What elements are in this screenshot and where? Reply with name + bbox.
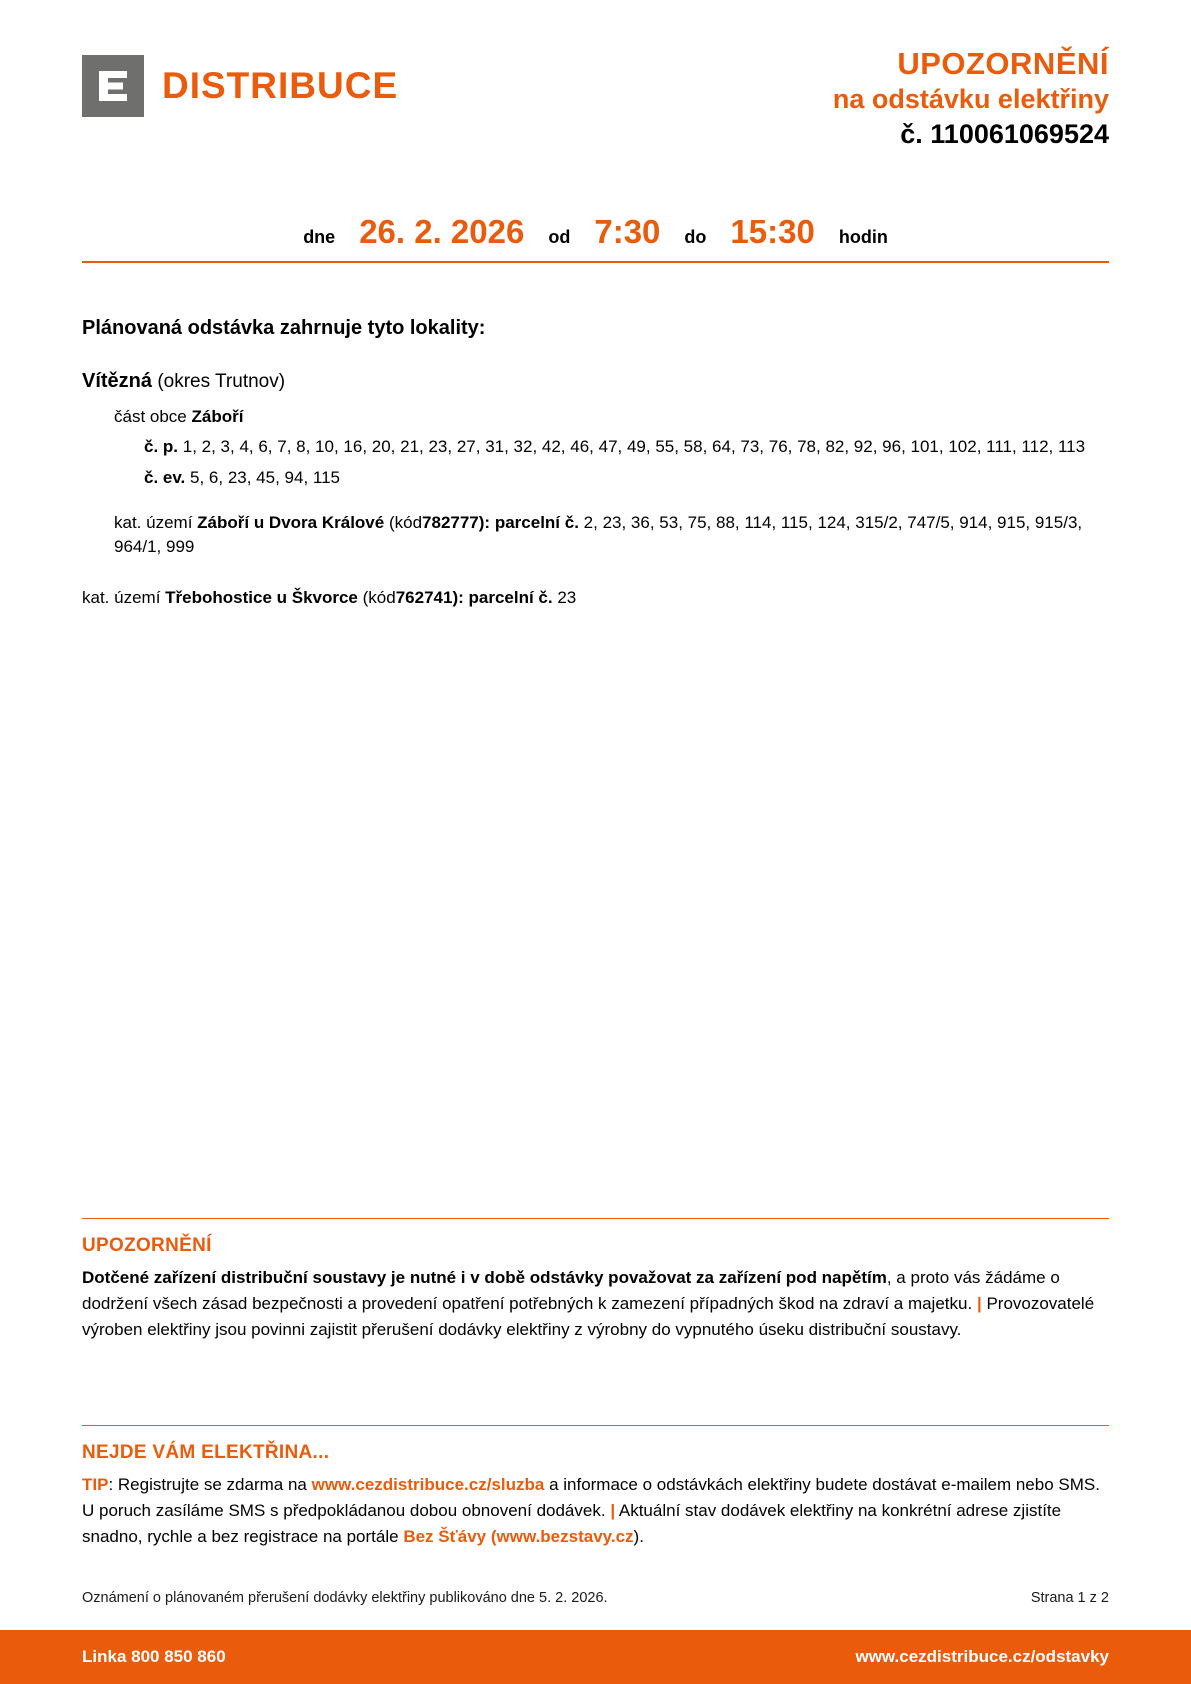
kat2-parcels: 23 [557, 587, 577, 607]
part-of-municipality [114, 405, 1109, 430]
warning-bold-lead: Dotčené zařízení distribuční soustavy je nutné i v době odstávky považovat za zařízení pod napětím [82, 1268, 887, 1287]
house-numbers-line [144, 435, 1109, 460]
kat2-code-open: (kód [362, 587, 396, 607]
tip-label: TIP [82, 1475, 109, 1494]
service-link[interactable]: www.cezdistribuce.cz/sluzba [311, 1475, 545, 1494]
published-note: Oznámení o plánovaném přerušení dodávky elektřiny publikováno dne 5. 2. 2026. [82, 1590, 608, 1606]
kat2-name: Třebohostice u Škvorce [165, 587, 358, 607]
cadastral-area-2 [82, 586, 1109, 611]
kat1-code: 782777 [422, 512, 479, 532]
localities-heading: Plánovaná odstávka zahrnuje tyto lokality: [82, 316, 486, 339]
kat2-code: 762741 [395, 587, 453, 607]
kat1-parcels: 2, 23, 36, 53, 75, 88, 114, 115, 124, 315/2, 747/5, 914, 915, 915/3, 964/1, 999 [114, 512, 1083, 557]
page-number: Strana 1 z 2 [1030, 1590, 1109, 1606]
kat1-name: Záboří u Dvora Králové [197, 512, 385, 532]
to-label: do [684, 226, 707, 247]
kat2-parcel-label: parcelní č. [468, 587, 553, 607]
document-subtitle: na odstávku elektřiny [832, 83, 1109, 114]
bezstavy-link[interactable]: www.bezstavy.cz [496, 1526, 634, 1546]
portal-name: Bez Šťávy [403, 1526, 487, 1546]
date-label: dne [303, 226, 336, 247]
no-power-body [82, 1472, 1109, 1549]
warning-body [82, 1265, 1109, 1342]
footer-bar [0, 1630, 1191, 1684]
cez-logo-icon [82, 55, 144, 117]
footer-web-link[interactable]: www.cezdistribuce.cz/odstavky [855, 1647, 1109, 1666]
evidence-numbers-line [144, 466, 1109, 491]
document-title: UPOZORNĚNÍ [897, 46, 1109, 81]
cp-label: č. p. [144, 437, 179, 457]
document-number: č. 110061069524 [900, 118, 1109, 149]
kat1-code-open: (kód [388, 512, 423, 532]
municipality-name: Vítězná [82, 369, 153, 392]
document-content [82, 45, 1109, 611]
divider-2 [82, 1425, 1109, 1426]
warning-text-1: , a proto vás žádáme o dodržení všech zásad bezpečnosti a provedení opatření potřebných k zamezení případných škod na zdraví a majetku. [82, 1268, 1060, 1313]
kat1-code-close: ): [478, 512, 491, 532]
part-name: Záboří [191, 406, 244, 426]
warning-text-2: Provozovatelé výroben elektřiny jsou povinni zajistit přerušení dodávky elektřiny z výrobny do vypnutého úseku distribuční soustavy. [82, 1293, 1095, 1339]
cadastral-area-1 [114, 511, 1109, 560]
warning-notice [82, 1218, 1109, 1342]
brand-block [82, 45, 398, 117]
kat1-prefix: kat. území [114, 512, 193, 532]
divider-1 [82, 1218, 1109, 1219]
no-power-text-2: a informace o odstávkách elektřiny budete dostávat e-mailem nebo SMS. U poruch zasíláme SMS s předpokládanou dobou obnovení dodávek. [82, 1475, 1100, 1520]
kat1-parcel-label: parcelní č. [494, 512, 579, 532]
warning-heading: UPOZORNĚNÍ [82, 1235, 212, 1256]
link-close-paren: ). [633, 1526, 644, 1546]
footer-phone: Linka 800 850 860 [82, 1647, 226, 1666]
link-open-paren: ( [490, 1526, 497, 1546]
outage-datebar [82, 213, 1109, 263]
cev-values: 5, 6, 23, 45, 94, 115 [190, 467, 340, 487]
no-power-heading: NEJDE VÁM ELEKTŘINA... [82, 1442, 330, 1463]
municipality-district: (okres Trutnov) [157, 370, 286, 392]
no-power-notice [82, 1425, 1109, 1549]
no-power-text-3: Aktuální stav dodávek elektřiny na konkrétní adrese zjistíte snadno, rychle a bez registrace na portále [82, 1500, 1062, 1546]
footer-meta [82, 1590, 1109, 1606]
cp-values: 1, 2, 3, 4, 6, 7, 8, 10, 16, 20, 21, 23, 27, 31, 32, 42, 46, 47, 49, 55, 58, 64, 73, 76, 78, 82, 92, 96, 101, 102, 111, 112, 113 [182, 437, 1086, 457]
header-title-block [833, 45, 1109, 151]
municipality-line [82, 370, 1109, 393]
outage-date: 26. 2. 2026 [359, 212, 525, 250]
no-power-separator: | [610, 1500, 616, 1520]
hours-label: hodin [838, 226, 888, 247]
no-power-text-1: : Registrujte se zdarma na [108, 1475, 307, 1494]
kat2-prefix: kat. území [82, 587, 161, 607]
cev-label: č. ev. [144, 467, 186, 487]
kat2-code-close: ): [452, 587, 464, 607]
outage-time-from: 7:30 [594, 212, 661, 250]
brand-name: DISTRIBUCE [162, 65, 399, 106]
from-label: od [548, 226, 571, 247]
part-label: část obce [114, 406, 187, 426]
warning-separator: | [976, 1293, 982, 1313]
outage-time-to: 15:30 [730, 212, 815, 250]
document-header [82, 45, 1109, 151]
